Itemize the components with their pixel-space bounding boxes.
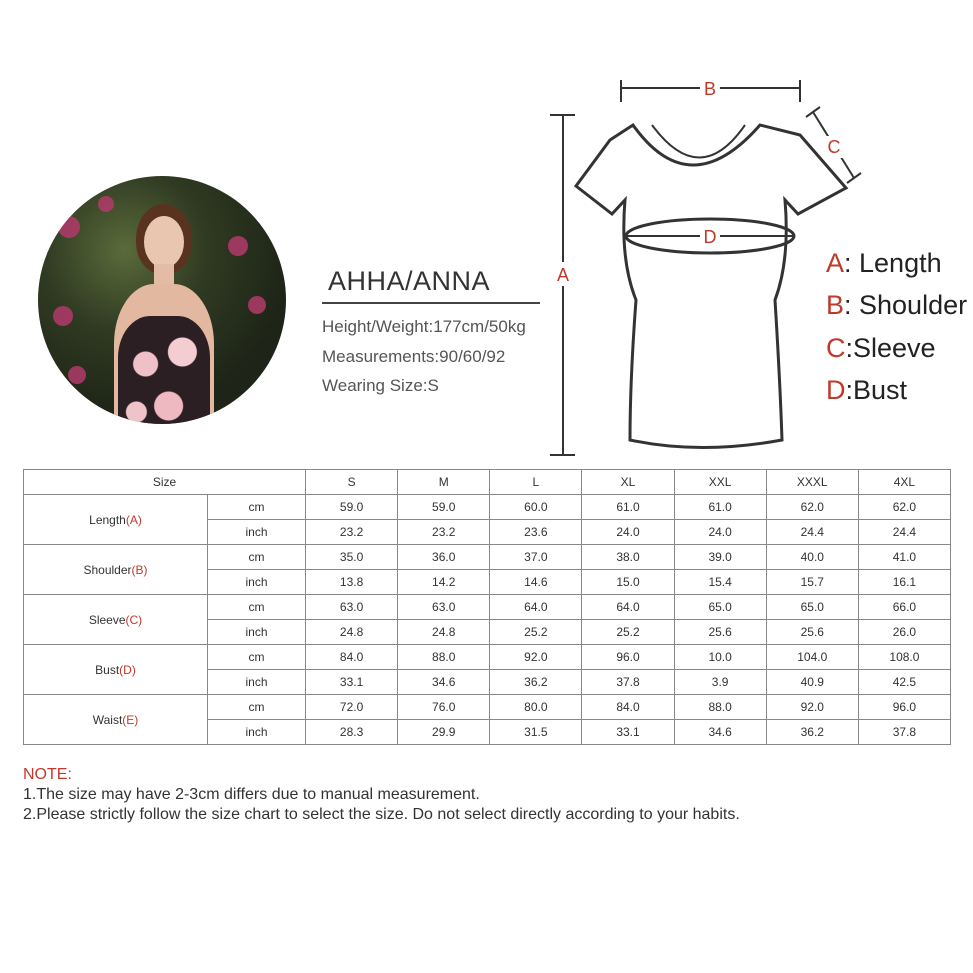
value-cell: 38.0 <box>582 545 674 570</box>
measure-name: Bust <box>95 662 120 677</box>
value-cell: 64.0 <box>582 595 674 620</box>
label-a: A <box>556 265 570 285</box>
value-cell: 3.9 <box>674 670 766 695</box>
value-cell: 76.0 <box>398 695 490 720</box>
measure-code: (B) <box>131 562 148 577</box>
model-name: AHHA/ANNA <box>328 266 491 296</box>
model-wearing-size: Wearing Size:S <box>322 376 439 395</box>
legend-length: A: Length <box>826 248 942 278</box>
unit-cell: cm <box>208 695 306 720</box>
value-cell: 88.0 <box>398 645 490 670</box>
measure-code: (E) <box>122 712 139 727</box>
measure-name-cell <box>24 645 208 695</box>
value-cell: 23.2 <box>398 520 490 545</box>
value-cell: 24.8 <box>306 620 398 645</box>
size-header-cell: XXL <box>674 470 766 495</box>
unit-cell: inch <box>208 620 306 645</box>
value-cell: 80.0 <box>490 695 582 720</box>
measure-name: Sleeve <box>88 612 126 627</box>
value-cell: 92.0 <box>766 695 858 720</box>
value-cell: 41.0 <box>858 545 950 570</box>
value-cell: 88.0 <box>674 695 766 720</box>
value-cell: 62.0 <box>858 495 950 520</box>
value-cell: 65.0 <box>766 595 858 620</box>
size-header-cell: XL <box>582 470 674 495</box>
model-measurements: Measurements:90/60/92 <box>322 347 506 366</box>
value-cell: 25.2 <box>490 620 582 645</box>
value-cell: 42.5 <box>858 670 950 695</box>
value-cell: 96.0 <box>582 645 674 670</box>
size-header-cell: M <box>398 470 490 495</box>
sleeve-measure-tick <box>806 107 820 117</box>
measure-name-cell <box>24 495 208 545</box>
photo-flower <box>68 366 86 384</box>
model-photo <box>38 176 286 424</box>
value-cell: 24.0 <box>674 520 766 545</box>
measure-name-cell <box>24 545 208 595</box>
value-cell: 37.0 <box>490 545 582 570</box>
photo-flower <box>53 306 73 326</box>
value-cell: 36.2 <box>766 720 858 745</box>
size-header-cell: XXXL <box>766 470 858 495</box>
legend-shoulder: B: Shoulder <box>826 290 968 320</box>
measure-name-cell <box>24 695 208 745</box>
table-row <box>24 545 951 570</box>
unit-cell: inch <box>208 670 306 695</box>
legend-bust: D:Bust <box>826 375 908 405</box>
table-row <box>24 645 951 670</box>
value-cell: 40.9 <box>766 670 858 695</box>
value-cell: 37.8 <box>582 670 674 695</box>
note-section <box>23 765 740 825</box>
value-cell: 72.0 <box>306 695 398 720</box>
sleeve-measure-tick <box>847 173 861 183</box>
value-cell: 66.0 <box>858 595 950 620</box>
value-cell: 24.4 <box>766 520 858 545</box>
value-cell: 13.8 <box>306 570 398 595</box>
label-d: D <box>703 227 717 247</box>
unit-cell: inch <box>208 720 306 745</box>
photo-flower <box>248 296 266 314</box>
size-header-cell: S <box>306 470 398 495</box>
measure-name: Waist <box>92 712 123 727</box>
value-cell: 15.7 <box>766 570 858 595</box>
value-cell: 26.0 <box>858 620 950 645</box>
value-cell: 23.6 <box>490 520 582 545</box>
size-header-row <box>24 470 951 495</box>
value-cell: 36.2 <box>490 670 582 695</box>
model-face <box>144 216 184 268</box>
size-header-cell: L <box>490 470 582 495</box>
value-cell: 25.2 <box>582 620 674 645</box>
value-cell: 63.0 <box>398 595 490 620</box>
legend-sleeve: C:Sleeve <box>826 333 936 363</box>
measure-code: (D) <box>119 662 136 677</box>
table-row <box>24 595 951 620</box>
value-cell: 84.0 <box>582 695 674 720</box>
model-height-weight: Height/Weight:177cm/50kg <box>322 317 526 336</box>
value-cell: 24.4 <box>858 520 950 545</box>
unit-cell: cm <box>208 545 306 570</box>
unit-cell: inch <box>208 570 306 595</box>
measure-code: (C) <box>125 612 143 627</box>
value-cell: 84.0 <box>306 645 398 670</box>
label-b: B <box>703 79 717 99</box>
photo-flower <box>58 216 80 238</box>
value-cell: 23.2 <box>306 520 398 545</box>
value-cell: 39.0 <box>674 545 766 570</box>
value-cell: 61.0 <box>674 495 766 520</box>
value-cell: 61.0 <box>582 495 674 520</box>
value-cell: 25.6 <box>766 620 858 645</box>
value-cell: 15.4 <box>674 570 766 595</box>
unit-cell: cm <box>208 595 306 620</box>
measure-code: (A) <box>125 512 142 527</box>
value-cell: 34.6 <box>398 670 490 695</box>
note-title: NOTE: <box>23 766 72 783</box>
measure-name-cell <box>24 595 208 645</box>
value-cell: 37.8 <box>858 720 950 745</box>
value-cell: 36.0 <box>398 545 490 570</box>
value-cell: 24.0 <box>582 520 674 545</box>
table-row <box>24 495 951 520</box>
value-cell: 104.0 <box>766 645 858 670</box>
photo-flower <box>228 236 248 256</box>
value-cell: 108.0 <box>858 645 950 670</box>
value-cell: 33.1 <box>582 720 674 745</box>
label-c: C <box>827 137 841 157</box>
value-cell: 35.0 <box>306 545 398 570</box>
value-cell: 59.0 <box>306 495 398 520</box>
value-cell: 96.0 <box>858 695 950 720</box>
value-cell: 31.5 <box>490 720 582 745</box>
size-table-body <box>24 470 951 745</box>
value-cell: 29.9 <box>398 720 490 745</box>
value-cell: 60.0 <box>490 495 582 520</box>
value-cell: 24.8 <box>398 620 490 645</box>
value-cell: 34.6 <box>674 720 766 745</box>
size-header-label: Size <box>24 470 306 495</box>
value-cell: 33.1 <box>306 670 398 695</box>
top-section <box>0 0 973 465</box>
tshirt-outline <box>576 125 846 448</box>
table-row <box>24 695 951 720</box>
value-cell: 25.6 <box>674 620 766 645</box>
value-cell: 65.0 <box>674 595 766 620</box>
value-cell: 15.0 <box>582 570 674 595</box>
value-cell: 10.0 <box>674 645 766 670</box>
name-underline <box>322 302 540 304</box>
value-cell: 63.0 <box>306 595 398 620</box>
size-header-cell: 4XL <box>858 470 950 495</box>
measure-name: Shoulder <box>83 562 132 577</box>
value-cell: 40.0 <box>766 545 858 570</box>
value-cell: 14.2 <box>398 570 490 595</box>
value-cell: 62.0 <box>766 495 858 520</box>
photo-flower <box>98 196 114 212</box>
unit-cell: cm <box>208 495 306 520</box>
tshirt-diagram <box>550 75 870 465</box>
unit-cell: cm <box>208 645 306 670</box>
value-cell: 14.6 <box>490 570 582 595</box>
value-cell: 16.1 <box>858 570 950 595</box>
value-cell: 92.0 <box>490 645 582 670</box>
note-line: 2.Please strictly follow the size chart to select the size. Do not select directly according to your habits. <box>23 806 740 823</box>
value-cell: 59.0 <box>398 495 490 520</box>
measure-name: Length <box>89 512 126 527</box>
value-cell: 28.3 <box>306 720 398 745</box>
value-cell: 64.0 <box>490 595 582 620</box>
unit-cell: inch <box>208 520 306 545</box>
size-table <box>23 469 951 745</box>
note-line: 1.The size may have 2-3cm differs due to manual measurement. <box>23 786 480 803</box>
model-floral-dress <box>118 316 210 424</box>
